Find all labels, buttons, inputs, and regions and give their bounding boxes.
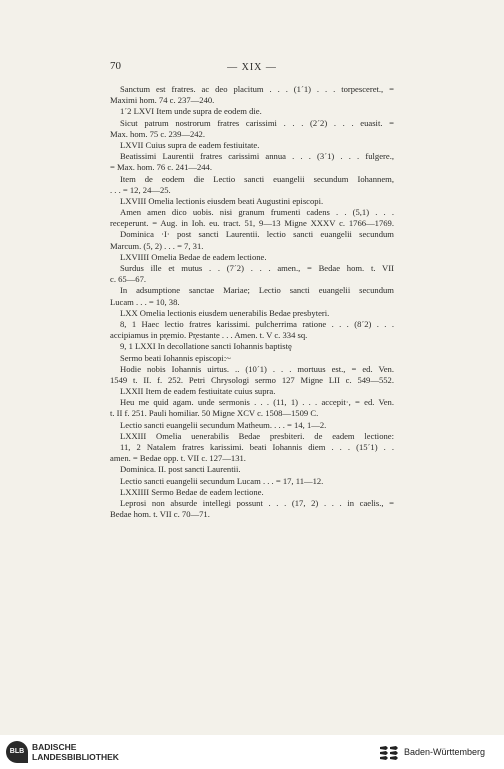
text-line: Amen amen dico uobis. nisi granum frumenti cadens . . (5,1) . . . [120,207,394,218]
text-line: 11, 2 Natalem fratres karissimi. beati Iohannis diem . . . (15´1) . . [120,442,394,452]
text-line: Maximi hom. 74 c. 237—240. [110,95,215,106]
page-number: 70 [110,60,121,72]
text-line: Dominica ·I· post sancti Laurentii. lectio sancti euangelii secundum [120,229,394,240]
text-line: Surdus ille et mutus . . (7´2) . . . amen., = Bedae hom. t. VII [120,263,394,273]
text-line: 8, 1 Haec lectio fratres karissimi. pulcherrima ratione . . . (8´2) . . . [120,318,394,329]
text-line: LXXII Item de eadem festiuitate cuius supra. [120,386,276,397]
text-line: accipiamus in pr̨emio. Pr̨estante . . . Amen. t. V c. 334 sq. [110,330,308,341]
text-line: t. II f. 251. Pauli homiliar. 50 Migne XCV c. 1508—1509 C. [110,408,319,419]
text-line: In adsumptione sanctae Mariae; Lectio sancti euangelii secundum [120,285,394,296]
text-line: Item de eodem die Lectio sancti euangelii secundum Iohannem, [120,173,394,184]
text-line: LXX Omelia lectionis eiusdem uenerabilis Bedae presbyteri. [120,307,330,318]
catalogue-text [110,84,394,520]
text-line: 9, 1 LXXI In decollatione sancti Iohannis baptistȩ [120,341,292,352]
text-line: Lectio sancti euangelii secundum Lucam . . . = 17, 11—12. [120,475,324,486]
text-line: receperunt. = Aug. in Ioh. eu. tract. 51, 9—13 Migne XXXV c. 1766—1769. [110,218,394,229]
library-name[interactable] [32,743,119,762]
text-line: Lucam . . . = 10, 38. [110,296,180,307]
text-line: Sicut patrum nostrorum fratres carissimi . . . (2´2) . . . euasit. = [120,117,394,128]
text-line: LXVIIII Omelia Bedae de eadem lectione. [120,251,267,262]
text-line: amen. = Bedae opp. t. VII c. 127—131. [110,453,246,464]
text-line: LXXIII Omelia uenerabilis Bedae presbiteri. de eadem lectione: [120,430,394,441]
viewer-footer [0,735,504,769]
text-line: Marcum. (5, 2) . . . = 7, 31. [110,240,204,251]
library-name-line2: LANDESBIBLIOTHEK [32,751,119,762]
library-name-line1: BADISCHE [32,742,77,752]
blb-logo[interactable]: BLB [6,741,28,763]
text-line: . . . = 12, 24—25. [110,184,171,195]
text-line: Dominica. II. post sancti Laurentii. [120,464,241,475]
text-line: 1´2 LXVI Item unde supra de eodem die. [120,106,262,117]
state-label[interactable]: Baden-Württemberg [404,747,486,757]
text-line: c. 65—67. [110,274,147,285]
text-line: Sermo beati Iohannis episcopi:~ [120,352,231,363]
text-line: 1549 t. II. f. 252. Petri Chrysologi sermo 127 Migne LII c. 549—552. [110,374,394,385]
text-line: Max. hom. 75 c. 239—242. [110,128,206,139]
text-line: Hodie nobis Iohannis uirtus. .. (10´1) . . . mortuus est., = ed. Ven. [120,363,394,374]
text-line: Sanctum est fratres. ac deo placitum . . . (1´1) . . . torpesceret., = [120,84,394,94]
text-line: LXVIII Omelia lectionis eiusdem beati Augustini episcopi. [120,195,324,206]
text-line: = Max. hom. 76 c. 241—244. [110,162,212,173]
text-line: LXXIIII Sermo Bedae de eadem lectione. [120,486,264,497]
text-line: Leprosi non absurde intellegi possunt . . . (17, 2) . . . in caelis., = [120,497,394,508]
running-head: — XIX — [227,62,277,73]
text-line: LXVII Cuius supra de eadem festiuitate. [120,139,260,150]
text-line: Beatissimi Laurentii fratres carissimi annua . . . (3´1) . . . fulgere., [120,151,394,162]
text-line: Bedae hom. t. VII c. 70—71. [110,509,210,520]
text-line: Lectio sancti euangelii secundum Matheum. . . . = 14, 1—2. [120,419,327,430]
coat-of-arms-icon [378,744,400,762]
text-line: Heu me quid agam. unde sermonis . . . (11, 1) . . . accepit·, = ed. Ven. [120,397,394,408]
